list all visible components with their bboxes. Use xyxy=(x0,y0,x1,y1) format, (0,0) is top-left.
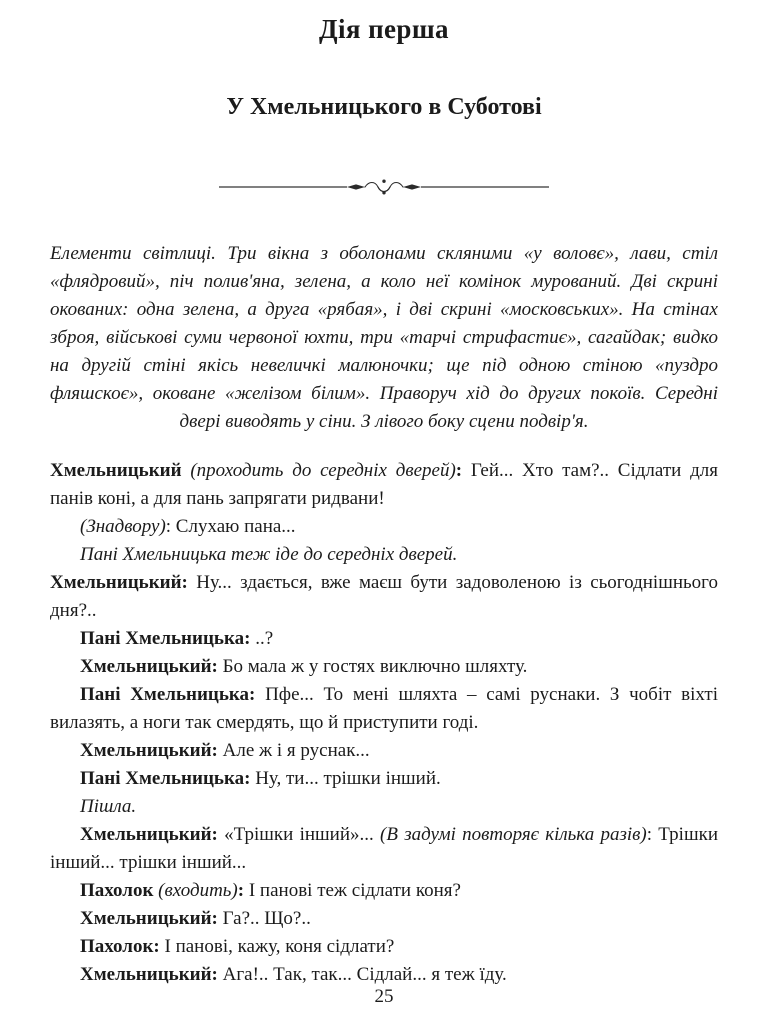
dialogue-paragraph xyxy=(50,681,718,737)
speaker-name: Хмельницький: xyxy=(80,656,223,677)
speaker-name: Хмельницький: xyxy=(80,964,223,985)
speaker-name: Пахолок: xyxy=(80,936,165,957)
speech-text: Пфе... То мені шляхта – самі руснаки. З чобіт віхті вилазять, а ноги так смердять, що й приступити годі. xyxy=(50,684,718,733)
speaker-name: Хмельницький: xyxy=(80,824,225,845)
speech-text: Ну, ти... трішки інший. xyxy=(255,768,441,789)
speech-text: Але ж і я руснак... xyxy=(222,740,370,761)
flourish-icon xyxy=(219,177,549,197)
speech-text: І панові, кажу, коня сідлати? xyxy=(164,936,395,957)
speech-text: Га?.. Що?.. xyxy=(222,908,311,929)
dialogue-paragraph xyxy=(50,541,718,569)
page-number: 25 xyxy=(374,986,394,1007)
stage-note: (входить) xyxy=(158,880,238,901)
speaker-name: : xyxy=(237,880,249,901)
stage-note: (Знадвору) xyxy=(80,516,166,537)
speech-text: «Трішки інший»... xyxy=(224,824,381,845)
speech-text: Ну... здається, вже маєш бути задоволеною із сьогоднішнього дня?.. xyxy=(50,572,718,621)
speaker-name: Пані Хмельницька: xyxy=(80,628,256,649)
dialogue-paragraph xyxy=(50,513,718,541)
stage-note: Пані Хмельницька теж іде до середніх дверей. xyxy=(80,544,458,565)
act-title: Дія перша xyxy=(319,14,449,44)
dialogue-paragraph xyxy=(50,793,718,821)
speech-text: : Трішки інший... трішки інший... xyxy=(50,824,718,873)
speech-text: І панові теж сідлати коня? xyxy=(248,880,461,901)
speech-text: Гей... Хто там?.. Сідлати для панів коні, а для пань запрягати ридвани! xyxy=(50,460,718,509)
dialogue-paragraph xyxy=(50,737,718,765)
dialogue-paragraph xyxy=(50,905,718,933)
dialogue-paragraph xyxy=(50,821,718,877)
dialogue-paragraph xyxy=(50,653,718,681)
dialogue-paragraph xyxy=(50,933,718,961)
dialogue xyxy=(50,457,718,989)
dialogue-paragraph xyxy=(50,765,718,793)
speech-text: : Слухаю пана... xyxy=(165,516,296,537)
scene-title: У Хмельницького в Суботові xyxy=(226,94,542,120)
speaker-name: Хмельницький xyxy=(50,460,191,481)
stage-direction: Елементи світлиці. Три вікна з оболонами скляними «у воловє», лави, стіл «флядровий», піч полив'яна, зелена, а коло неї комінок мурований. Дві скрині окованих: одна зелена, а друга «рябая», і дві скрині «московських». На стінах зброя, військові суми червоної юхти, три «тарчі стрифастиє», сагайдак; видко на другій стіні якісь невеличкі малюночки; ще під одною стіною «пуздро фляшскоє», оковане «желізом білим». Праворуч хід до других покоїв. Середні двері виводять у сіни. З лівого боку сцени подвір'я. xyxy=(50,243,718,432)
dialogue-paragraph xyxy=(50,569,718,625)
dialogue-paragraph xyxy=(50,625,718,653)
speaker-name: Пані Хмельницька: xyxy=(80,768,256,789)
speech-text: Бо мала ж у гостях виключно шляхту. xyxy=(222,656,528,677)
speech-text: Ага!.. Так, так... Сідлай... я теж їду. xyxy=(222,964,507,985)
dialogue-paragraph xyxy=(50,961,718,989)
speaker-name: : xyxy=(455,460,471,481)
dialogue-paragraph xyxy=(50,877,718,905)
speaker-name: Пані Хмельницька: xyxy=(80,684,266,705)
speaker-name: Хмельницький: xyxy=(50,572,197,593)
speaker-name: Пахолок xyxy=(80,880,159,901)
dialogue-paragraph xyxy=(50,457,718,513)
ornament-divider xyxy=(219,177,549,197)
speech-text: ..? xyxy=(255,628,274,649)
stage-note: (В задумі повторяє кілька разів) xyxy=(380,824,647,845)
stage-note: (проходить до середніх дверей) xyxy=(190,460,456,481)
speaker-name: Хмельницький: xyxy=(80,908,223,929)
speaker-name: Хмельницький: xyxy=(80,740,223,761)
stage-note: Пішла. xyxy=(80,796,137,817)
